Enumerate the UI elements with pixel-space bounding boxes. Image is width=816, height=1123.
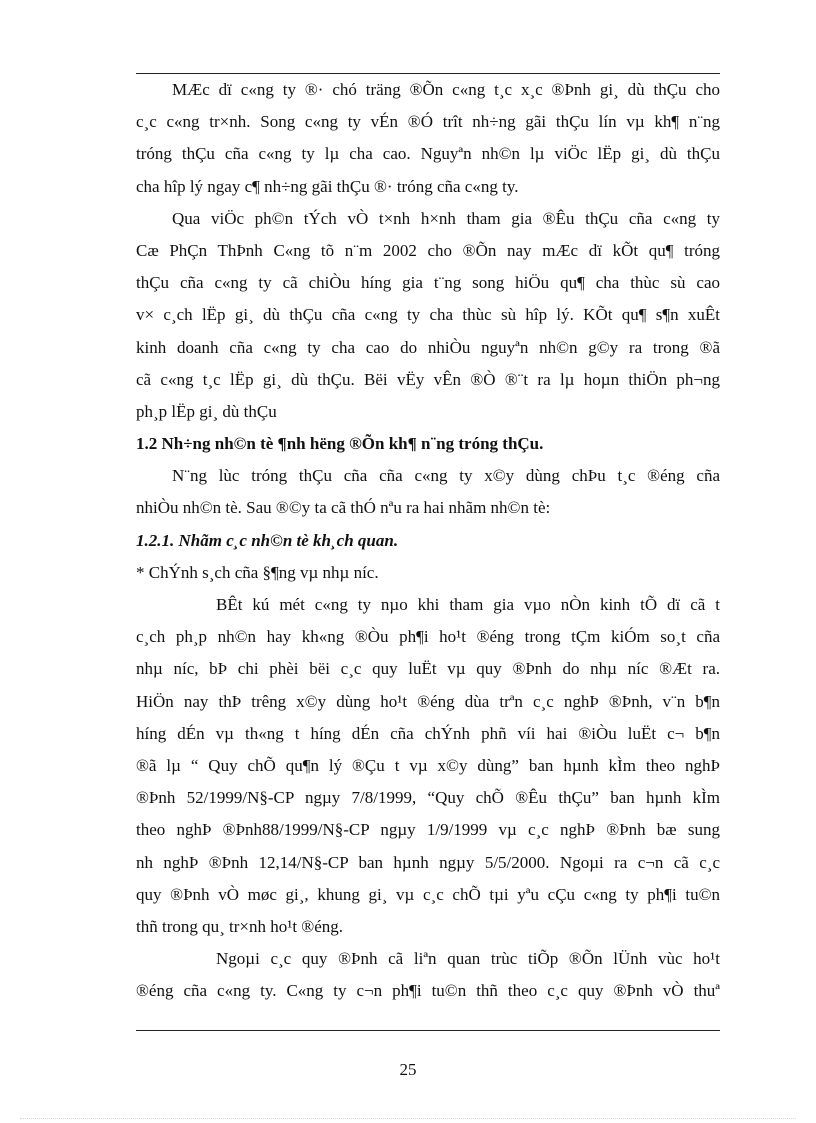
- section-heading: 1.2 Nh÷ng nh©n tè ¶nh hëng ®Õn kh¶ n¨ng tróng thÇu.: [136, 434, 544, 454]
- text-line: BÊt kú mét c«ng ty nµo khi tham gia vµo nÒn kinh tÕ dï cã t: [216, 595, 720, 614]
- page-edge-dotted-line: [20, 1118, 796, 1119]
- text-line: ph¸p lËp gi¸ dù thÇu: [136, 401, 277, 421]
- text-line: thÇu cña c«ng ty cã chiÒu híng gia t¨ng song hiÖu qu¶ cha thùc sù cao: [136, 273, 720, 293]
- text-line: HiÖn nay thÞ trêng x©y dùng ho¹t ®éng dùa trªn c¸c nghÞ ®Þnh, v¨n b¶n: [136, 691, 720, 711]
- text-line: v× c¸ch lËp gi¸ dù thÇu cña c«ng ty cha thùc sù hîp lý. KÕt qu¶ s¶n xuÊt: [136, 305, 720, 325]
- subsection-heading: 1.2.1. Nhãm c¸c nh©n tè kh¸ch quan.: [136, 530, 399, 550]
- text-line: híng dÉn vµ th«ng t híng dÉn cña chÝnh phñ víi hai ®iÒu luËt c¬ b¶n: [136, 723, 720, 743]
- page-number: 25: [399, 1060, 417, 1079]
- text-line: N¨ng lùc tróng thÇu cña cña c«ng ty x©y dùng chÞu t¸c ®éng cña: [172, 466, 720, 486]
- text-line: cha hîp lý ngay c¶ nh÷ng gãi thÇu ®· tróng cña c«ng ty.: [136, 176, 519, 196]
- text-line: tróng thÇu cña c«ng ty lµ cha cao. Nguyªn nh©n lµ viÖc lËp gi¸ dù thÇu: [136, 144, 720, 164]
- bullet-heading: * ChÝnh s¸ch cña §¶ng vµ nhµ níc.: [136, 562, 379, 582]
- text-line: ®Þnh 52/1999/N§-CP ngµy 7/8/1999, “Quy chÕ ®Êu thÇu” ban hµnh kÌm: [136, 788, 720, 808]
- text-line: c¸c c«ng tr×nh. Song c«ng ty vÉn ®Ó trît nh÷ng gãi thÇu lín vµ kh¶ n¨ng: [136, 112, 720, 132]
- body-text: [136, 74, 720, 1007]
- text-line: c¸ch ph¸p nh©n hay kh«ng ®Òu ph¶i ho¹t ®éng trong tÇm kiÓm so¸t cña: [136, 627, 720, 647]
- text-line: Ngoµi c¸c quy ®Þnh cã liªn quan trùc tiÕp ®Õn lÜnh vùc ho¹t: [216, 949, 720, 969]
- text-line: nh nghÞ ®Þnh 12,14/N§-CP ban hµnh ngµy 5/5/2000. Ngoµi ra c¬n cã c¸c: [136, 852, 720, 872]
- text-line: nhµ níc, bÞ chi phèi bëi c¸c quy luËt vµ quy ®Þnh do nhµ níc ®Æt ra.: [136, 659, 720, 679]
- text-line: MÆc dï c«ng ty ®· chó träng ®Õn c«ng t¸c x¸c ®Þnh gi¸ dù thÇu cho: [172, 80, 720, 99]
- text-line: quy ®Þnh vÒ møc gi¸, khung gi¸ vµ c¸c chÕ tµi yªu cÇu c«ng ty ph¶i tu©n: [136, 884, 720, 904]
- text-line: thñ trong qu¸ tr×nh ho¹t ®éng.: [136, 916, 344, 936]
- text-line: theo nghÞ ®Þnh88/1999/N§-CP ngµy 1/9/1999 vµ c¸c nghÞ ®Þnh bæ sung: [136, 820, 720, 840]
- text-line: ®éng cña c«ng ty. C«ng ty c¬n ph¶i tu©n thñ theo c¸c quy ®Þnh vÒ thuª: [136, 981, 720, 1001]
- text-line: Cæ PhÇn ThÞnh C«ng tõ n¨m 2002 cho ®Õn nay mÆc dï kÕt qu¶ tróng: [136, 240, 720, 260]
- text-line: nhiÒu nh©n tè. Sau ®©y ta cã thÓ nªu ra hai nhãm nh©n tè:: [136, 498, 551, 518]
- text-line: Qua viÖc ph©n tÝch vÒ t×nh h×nh tham gia ®Êu thÇu cña c«ng ty: [172, 208, 720, 228]
- text-line: cã c«ng t¸c lËp gi¸ dù thÇu. Bëi vËy vÊn ®Ò ®¨t ra lµ hoµn thiÖn ph¬ng: [136, 369, 720, 389]
- footer-rule: [136, 1030, 720, 1031]
- text-line: ®ã lµ “ Quy chÕ qu¶n lý ®Çu t vµ x©y dùng” ban hµnh kÌm theo nghÞ: [136, 755, 720, 775]
- text-line: kinh doanh cña c«ng ty cha cao do nhiÒu nguyªn nh©n g©y ra trong ®ã: [136, 337, 720, 357]
